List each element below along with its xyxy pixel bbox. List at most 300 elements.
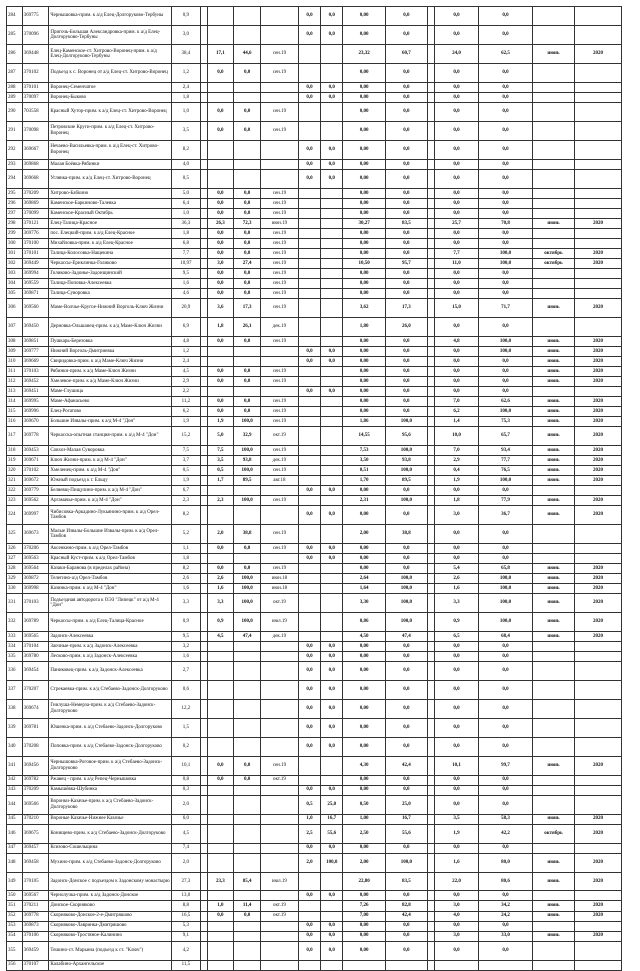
value-cell — [428, 718, 435, 737]
row-number-cell: 353 — [7, 921, 23, 931]
value-cell: 0,0 — [385, 25, 427, 44]
value-cell — [207, 680, 234, 699]
value-cell — [428, 228, 435, 238]
value-cell — [260, 699, 298, 718]
value-cell: 0,0 — [321, 169, 343, 188]
row-number-cell: 346 — [7, 824, 23, 843]
road-name-cell: Подъездная автодорога к ОЭЗ "Липецк" от а/д М-4 "Дон" — [49, 593, 172, 612]
value-cell — [234, 92, 261, 102]
value-cell: сен.19 — [260, 268, 298, 278]
value-cell: 0,0 — [298, 891, 320, 901]
road-id-cell: 370102 — [22, 465, 49, 475]
value-cell — [234, 891, 261, 901]
value-cell — [428, 25, 435, 44]
value-cell: 0,0 — [479, 278, 532, 288]
value-cell: 0,0 — [207, 198, 234, 208]
value-cell: 0,00 — [343, 386, 385, 396]
value-cell: 0,0 — [434, 661, 479, 680]
value-cell — [207, 485, 234, 495]
value-cell: 0,0 — [385, 268, 427, 278]
value-cell — [575, 140, 622, 159]
value-cell: 0,0 — [479, 92, 532, 102]
value-cell: 24,2 — [479, 911, 532, 921]
value-cell: 0,0 — [479, 795, 532, 814]
value-cell: 10,1 — [434, 756, 479, 775]
value-cell — [532, 317, 574, 336]
value-cell: 0,0 — [234, 208, 261, 218]
value-cell: 0,0 — [298, 651, 320, 661]
value-cell: 0,0 — [385, 159, 427, 169]
value-cell — [321, 901, 343, 911]
value-cell: 2020 — [575, 356, 622, 366]
value-cell: сен.19 — [260, 445, 298, 455]
value-cell — [428, 346, 435, 356]
table-row — [7, 941, 622, 960]
value-cell — [428, 102, 435, 121]
value-cell: 0,0 — [385, 198, 427, 208]
value-cell — [428, 258, 435, 268]
value-cell: 0,0 — [434, 7, 479, 26]
value-cell — [428, 159, 435, 169]
value-cell: июнь — [532, 426, 574, 445]
value-cell — [321, 631, 343, 641]
value-cell: 2020 — [575, 901, 622, 911]
table-row — [7, 258, 622, 268]
value-cell: 100,0 — [479, 336, 532, 346]
value-cell — [575, 188, 622, 198]
value-cell: 2020 — [575, 931, 622, 941]
row-number-cell: 297 — [7, 208, 23, 218]
road-id-cell: 369781 — [22, 718, 49, 737]
value-cell — [575, 63, 622, 82]
value-cell — [200, 737, 207, 756]
value-cell — [532, 680, 574, 699]
value-cell — [298, 901, 320, 911]
table-row — [7, 475, 622, 485]
road-id-cell: 369868 — [22, 159, 49, 169]
value-cell — [575, 228, 622, 238]
road-id-cell: 369789 — [22, 612, 49, 631]
value-cell — [298, 396, 320, 406]
value-cell: 1,5 — [171, 718, 200, 737]
value-cell — [428, 218, 435, 228]
road-id-cell: 369454 — [22, 661, 49, 680]
value-cell — [260, 785, 298, 795]
value-cell: 1,9 — [207, 416, 234, 426]
value-cell — [321, 121, 343, 140]
value-cell: июнь — [532, 356, 574, 366]
value-cell: 0,0 — [298, 346, 320, 356]
value-cell: 2,0 — [171, 853, 200, 872]
row-number-cell: 306 — [7, 298, 23, 317]
value-cell: 2020 — [575, 248, 622, 258]
value-cell: 0,00 — [343, 336, 385, 346]
value-cell — [428, 661, 435, 680]
value-cell: 0,0 — [298, 386, 320, 396]
row-number-cell: 295 — [7, 188, 23, 198]
value-cell: 2,4 — [171, 82, 200, 92]
value-cell: октябрь — [532, 824, 574, 843]
value-cell: 0,0 — [385, 102, 427, 121]
road-id-cell: 370102 — [22, 63, 49, 82]
value-cell: 0,0 — [434, 121, 479, 140]
value-cell: 0,0 — [385, 169, 427, 188]
value-cell — [200, 346, 207, 356]
value-cell — [260, 853, 298, 872]
value-cell — [260, 356, 298, 366]
table-row — [7, 593, 622, 612]
value-cell: 0,0 — [434, 795, 479, 814]
value-cell: 15,0 — [434, 298, 479, 317]
value-cell — [532, 795, 574, 814]
value-cell: 0,0 — [479, 553, 532, 563]
road-id-cell: 703558 — [22, 102, 49, 121]
value-cell: 0,0 — [479, 268, 532, 278]
value-cell — [207, 25, 234, 44]
value-cell — [234, 699, 261, 718]
value-cell: 8,8 — [171, 901, 200, 911]
value-cell: 2020 — [575, 573, 622, 583]
value-cell — [428, 208, 435, 218]
value-cell: 0,0 — [385, 238, 427, 248]
value-cell: 0,0 — [434, 268, 479, 278]
value-cell: 0,00 — [343, 699, 385, 718]
value-cell: 83,5 — [385, 218, 427, 228]
value-cell: июнь — [532, 901, 574, 911]
value-cell: 7,5 — [207, 445, 234, 455]
road-name-cell: Аксенкино-прим. к а/д Орел-Тамбов — [49, 543, 172, 553]
value-cell — [575, 208, 622, 218]
value-cell — [428, 198, 435, 208]
road-id-cell: 369449 — [22, 258, 49, 268]
value-cell: 0,0 — [298, 543, 320, 553]
value-cell — [200, 475, 207, 485]
row-number-cell: 300 — [7, 238, 23, 248]
road-name-cell: Паниковец-прим. к а/д Задонск-Алексеевка — [49, 661, 172, 680]
value-cell: 0,0 — [385, 641, 427, 651]
value-cell — [321, 563, 343, 573]
table-row — [7, 737, 622, 756]
value-cell — [321, 198, 343, 208]
table-row — [7, 853, 622, 872]
row-number-cell: 290 — [7, 102, 23, 121]
value-cell: июнь — [532, 475, 574, 485]
value-cell: 0,0 — [385, 651, 427, 661]
value-cell — [479, 960, 532, 970]
value-cell — [428, 455, 435, 465]
value-cell: сен.19 — [260, 416, 298, 426]
value-cell: 13,0 — [171, 891, 200, 901]
road-name-cell: Воронец-Семенчатое — [49, 82, 172, 92]
value-cell: 0,00 — [343, 268, 385, 278]
value-cell — [260, 718, 298, 737]
value-cell — [200, 931, 207, 941]
value-cell: 4,8 — [434, 336, 479, 346]
value-cell — [207, 785, 234, 795]
value-cell: 0,0 — [434, 198, 479, 208]
value-cell: 0,0 — [479, 891, 532, 901]
value-cell: 0,9 — [207, 612, 234, 631]
value-cell: 0,0 — [298, 737, 320, 756]
value-cell: 100,0 — [385, 612, 427, 631]
value-cell — [298, 268, 320, 278]
road-id-cell: 369457 — [22, 843, 49, 853]
value-cell: 0,0 — [234, 228, 261, 238]
value-cell — [298, 475, 320, 485]
value-cell: июн.18 — [260, 583, 298, 593]
value-cell: 0,00 — [343, 921, 385, 931]
value-cell — [321, 612, 343, 631]
row-number-cell: 328 — [7, 563, 23, 573]
table-row — [7, 785, 622, 795]
value-cell — [575, 198, 622, 208]
value-cell: окт.19 — [260, 426, 298, 445]
value-cell — [298, 218, 320, 228]
value-cell — [234, 737, 261, 756]
row-number-cell: 307 — [7, 317, 23, 336]
value-cell: 100,0 — [479, 258, 532, 268]
value-cell: 0,0 — [434, 188, 479, 198]
value-cell — [532, 960, 574, 970]
value-cell: сен.19 — [260, 366, 298, 376]
value-cell: 0,00 — [343, 775, 385, 785]
value-cell: 2,9 — [434, 455, 479, 465]
road-name-cell: Подъезд к с. Воронец от а/д Елец-ст. Хитрово-Воронец — [49, 63, 172, 82]
row-number-cell: 344 — [7, 795, 23, 814]
table-row — [7, 465, 622, 475]
value-cell: 6,8 — [171, 238, 200, 248]
value-cell: 3,30 — [343, 593, 385, 612]
value-cell: 0,0 — [434, 641, 479, 651]
value-cell: сен.19 — [260, 495, 298, 505]
road-name-cell: Казаки-Баранова (в пределах района) — [49, 563, 172, 573]
table-row — [7, 228, 622, 238]
value-cell — [428, 268, 435, 278]
value-cell: 2020 — [575, 258, 622, 268]
value-cell: 0,0 — [434, 718, 479, 737]
value-cell: 1,6 — [207, 583, 234, 593]
value-cell — [260, 346, 298, 356]
row-number-cell: 305 — [7, 288, 23, 298]
value-cell: 0,0 — [434, 941, 479, 960]
value-cell — [428, 824, 435, 843]
value-cell: 0,00 — [343, 843, 385, 853]
table-row — [7, 872, 622, 891]
value-cell — [200, 198, 207, 208]
value-cell: 80,0 — [479, 853, 532, 872]
value-cell: 8,2 — [171, 563, 200, 573]
value-cell — [575, 238, 622, 248]
value-cell — [200, 396, 207, 406]
road-name-cell: Донское-Скорняково — [49, 901, 172, 911]
value-cell: 0,0 — [207, 121, 234, 140]
value-cell — [428, 238, 435, 248]
value-cell: июнь — [532, 218, 574, 228]
value-cell — [200, 426, 207, 445]
road-name-cell: Задонск-Донское с подъездом к Задонскому монастырю — [49, 872, 172, 891]
road-name-cell: Петровские Круги-прим. к а/д Елец-ст. Хитрово-Воронец — [49, 121, 172, 140]
value-cell — [200, 25, 207, 44]
value-cell: 0,0 — [434, 140, 479, 159]
value-cell — [298, 573, 320, 583]
value-cell: 0,0 — [321, 543, 343, 553]
value-cell: 0,0 — [385, 785, 427, 795]
value-cell — [200, 278, 207, 288]
road-id-cell: 369994 — [22, 268, 49, 278]
table-row — [7, 396, 622, 406]
value-cell: 2020 — [575, 505, 622, 524]
value-cell — [321, 376, 343, 386]
value-cell — [298, 317, 320, 336]
value-cell: 0,0 — [298, 843, 320, 853]
value-cell: окт.19 — [260, 775, 298, 785]
value-cell — [260, 651, 298, 661]
value-cell: 33,0 — [479, 931, 532, 941]
value-cell — [428, 843, 435, 853]
road-name-cell: Талица-Колосовка-Нащекина — [49, 248, 172, 258]
value-cell — [428, 941, 435, 960]
table-row — [7, 960, 622, 970]
value-cell — [575, 82, 622, 92]
value-cell: 0,51 — [343, 465, 385, 475]
value-cell: 0,0 — [207, 543, 234, 553]
value-cell — [428, 680, 435, 699]
value-cell: 11,0 — [434, 258, 479, 268]
row-number-cell: 336 — [7, 661, 23, 680]
road-name-cell: Гнилуша-Немерза-прим. к а/д Стебаево-Задонск-Долгоруково — [49, 699, 172, 718]
value-cell: сен.19 — [260, 406, 298, 416]
value-cell: 0,0 — [321, 346, 343, 356]
value-cell: 4,0 — [171, 159, 200, 169]
value-cell: 7,4 — [171, 843, 200, 853]
value-cell — [234, 931, 261, 941]
value-cell: 0,0 — [434, 238, 479, 248]
value-cell: 2,00 — [343, 853, 385, 872]
value-cell: 0,0 — [298, 941, 320, 960]
value-cell: сен.19 — [260, 376, 298, 386]
value-cell — [575, 775, 622, 785]
value-cell: 0,00 — [343, 346, 385, 356]
value-cell: июнь — [532, 814, 574, 824]
value-cell: 0,0 — [479, 737, 532, 756]
value-cell — [200, 169, 207, 188]
value-cell: 0,86 — [343, 612, 385, 631]
value-cell: 2020 — [575, 455, 622, 465]
value-cell: 55,6 — [321, 824, 343, 843]
value-cell: 1,0 — [171, 208, 200, 218]
road-name-cell: Каменское-Баркиново-Талевка — [49, 198, 172, 208]
value-cell: 0,00 — [343, 92, 385, 102]
table-row — [7, 82, 622, 92]
value-cell: 100,0 — [385, 495, 427, 505]
value-cell — [260, 931, 298, 941]
value-cell: 2020 — [575, 853, 622, 872]
value-cell: июнь — [532, 346, 574, 356]
value-cell: 0,00 — [343, 7, 385, 26]
value-cell: 0,0 — [434, 169, 479, 188]
value-cell — [532, 921, 574, 931]
value-cell — [260, 680, 298, 699]
value-cell: 100,0 — [385, 573, 427, 583]
value-cell — [321, 396, 343, 406]
value-cell: 100,0 — [385, 416, 427, 426]
value-cell — [575, 641, 622, 651]
value-cell: 4,8 — [171, 336, 200, 346]
road-name-cell: Большие Извалы-прим. к а/д М-4 "Дон" — [49, 416, 172, 426]
value-cell: 32,9 — [234, 426, 261, 445]
value-cell — [200, 891, 207, 901]
road-id-cell: 369452 — [22, 376, 49, 386]
value-cell: 0,0 — [298, 718, 320, 737]
road-name-cell: пос. Елецкий-прим. к а/д Елец-Красное — [49, 228, 172, 238]
table-row — [7, 218, 622, 228]
value-cell — [532, 641, 574, 651]
table-row — [7, 268, 622, 278]
value-cell — [200, 901, 207, 911]
value-cell: 0,0 — [321, 485, 343, 495]
value-cell — [200, 795, 207, 814]
value-cell — [207, 346, 234, 356]
value-cell — [532, 699, 574, 718]
value-cell: 100,0 — [479, 573, 532, 583]
value-cell — [428, 121, 435, 140]
value-cell — [260, 82, 298, 92]
value-cell — [200, 505, 207, 524]
value-cell: 100,0 — [479, 593, 532, 612]
row-number-cell: 323 — [7, 495, 23, 505]
value-cell: 0,0 — [479, 699, 532, 718]
value-cell: 100,0 — [321, 853, 343, 872]
table-row — [7, 102, 622, 121]
value-cell — [207, 891, 234, 901]
value-cell — [321, 278, 343, 288]
value-cell: 0,0 — [321, 699, 343, 718]
value-cell: 3,5 — [207, 455, 234, 465]
table-row — [7, 376, 622, 386]
data-table-sheet — [6, 6, 622, 971]
value-cell: 65,7 — [479, 426, 532, 445]
value-cell — [532, 775, 574, 785]
value-cell: 25,7 — [434, 218, 479, 228]
value-cell — [298, 775, 320, 785]
value-cell: 0,0 — [298, 92, 320, 102]
value-cell: 0,0 — [434, 651, 479, 661]
road-name-cell: Маме-Глушица — [49, 386, 172, 396]
value-cell: 0,0 — [479, 376, 532, 386]
value-cell — [575, 288, 622, 298]
value-cell: 0,00 — [343, 238, 385, 248]
value-cell: 0,0 — [298, 169, 320, 188]
value-cell: 0,0 — [434, 317, 479, 336]
value-cell: 0,0 — [385, 543, 427, 553]
road-id-cell: 369669 — [22, 356, 49, 366]
value-cell: 2020 — [575, 396, 622, 406]
value-cell: 0,0 — [479, 356, 532, 366]
value-cell: 0,0 — [321, 140, 343, 159]
value-cell: 0,0 — [479, 288, 532, 298]
row-number-cell: 338 — [7, 699, 23, 718]
value-cell — [234, 159, 261, 169]
value-cell: июнь — [532, 931, 574, 941]
value-cell — [575, 92, 622, 102]
value-cell: 0,0 — [385, 248, 427, 258]
value-cell — [207, 814, 234, 824]
value-cell — [321, 872, 343, 891]
table-row — [7, 188, 622, 198]
road-name-cell: Черкассы-Ериклинка-Голиково — [49, 258, 172, 268]
value-cell — [321, 336, 343, 346]
value-cell: 0,0 — [207, 238, 234, 248]
